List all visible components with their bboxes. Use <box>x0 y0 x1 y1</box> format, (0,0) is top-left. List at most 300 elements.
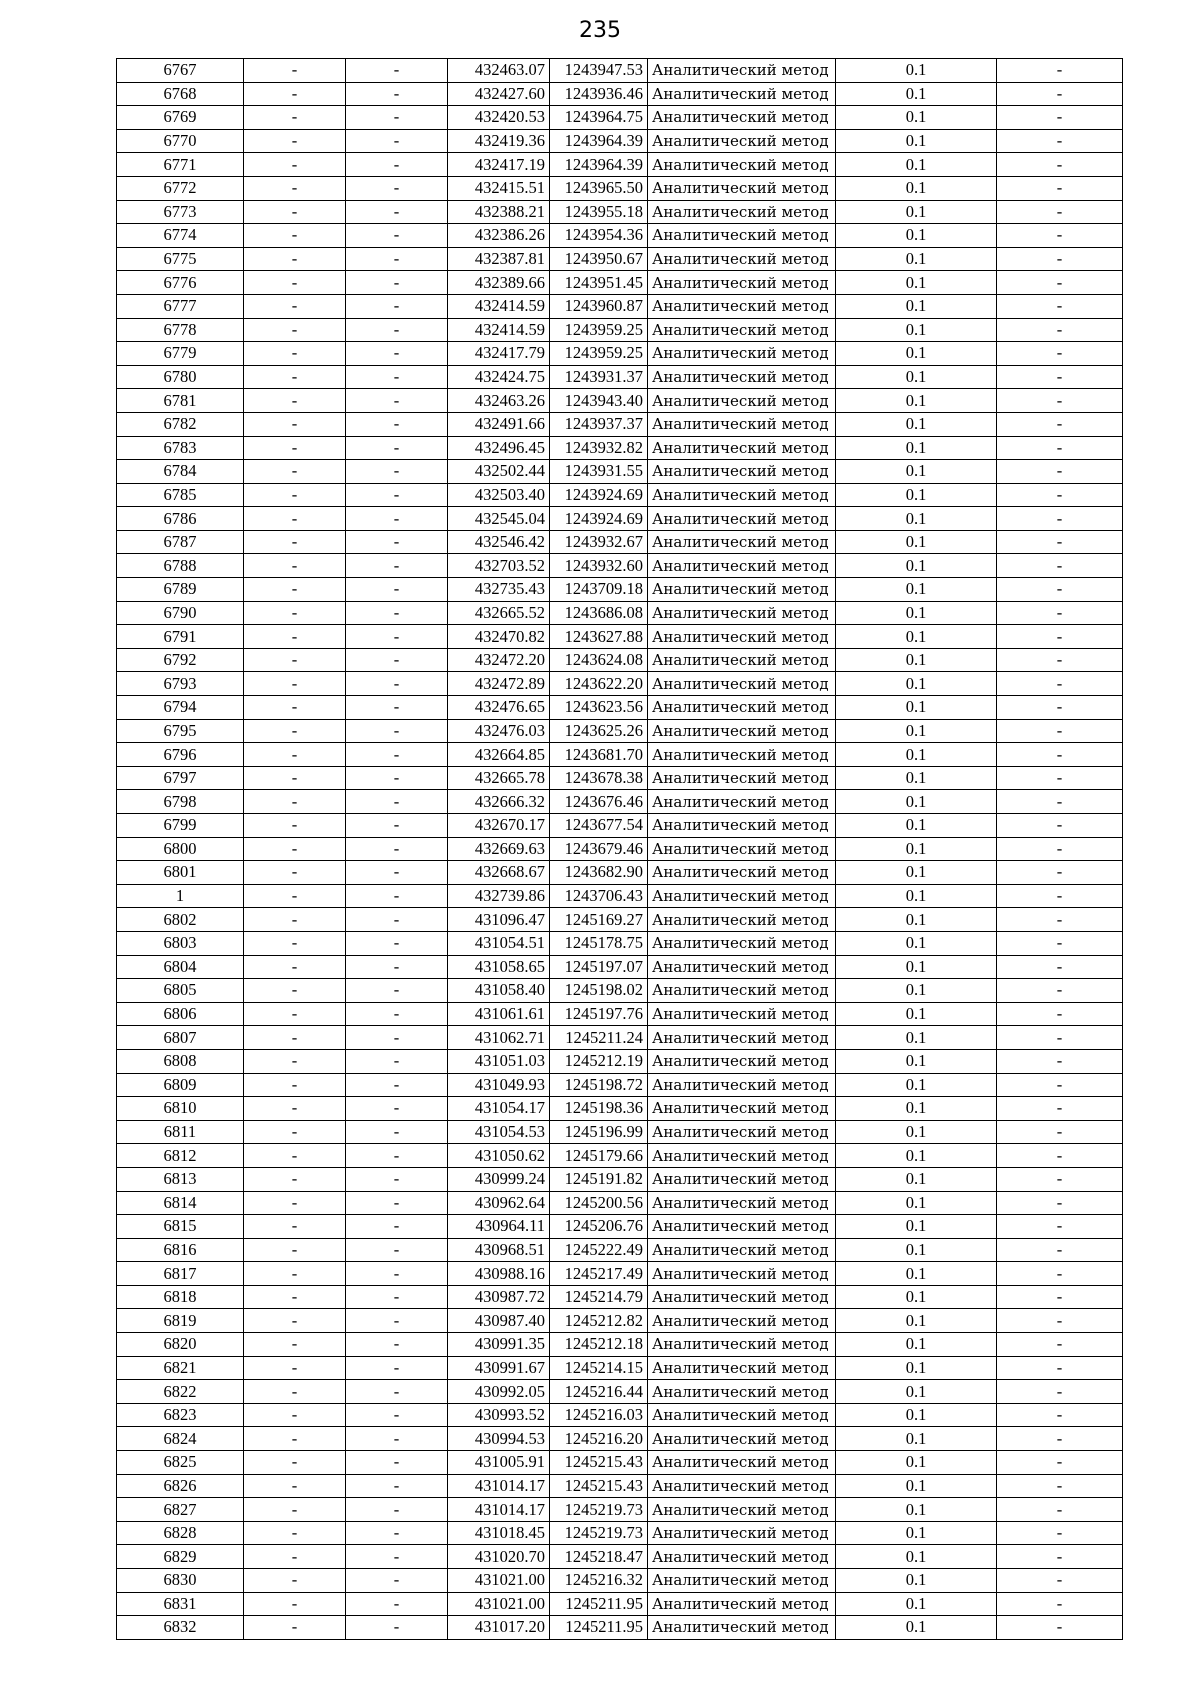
dash-cell: - <box>997 129 1123 153</box>
method-cell: Аналитический метод <box>648 1427 836 1451</box>
dash-cell: - <box>997 743 1123 767</box>
method-cell: Аналитический метод <box>648 743 836 767</box>
point-number-cell: 6818 <box>117 1285 244 1309</box>
table-row <box>117 1474 1123 1498</box>
method-cell: Аналитический метод <box>648 271 836 295</box>
dash-cell: - <box>346 342 448 366</box>
dash-cell: - <box>346 837 448 861</box>
y-coordinate-cell: 1243622.20 <box>550 672 648 696</box>
dash-cell: - <box>997 247 1123 271</box>
dash-cell: - <box>997 1545 1123 1569</box>
x-coordinate-cell: 431020.70 <box>448 1545 550 1569</box>
point-number-cell: 6778 <box>117 318 244 342</box>
dash-cell: - <box>244 861 346 885</box>
method-cell: Аналитический метод <box>648 1333 836 1357</box>
dash-cell: - <box>244 648 346 672</box>
dash-cell: - <box>244 743 346 767</box>
dash-cell: - <box>244 483 346 507</box>
dash-cell: - <box>346 1498 448 1522</box>
table-row <box>117 224 1123 248</box>
x-coordinate-cell: 432419.36 <box>448 129 550 153</box>
dash-cell: - <box>997 1002 1123 1026</box>
dash-cell: - <box>997 1616 1123 1640</box>
point-number-cell: 6769 <box>117 106 244 130</box>
method-cell: Аналитический метод <box>648 672 836 696</box>
dash-cell: - <box>346 1167 448 1191</box>
table-row <box>117 1545 1123 1569</box>
table-row <box>117 460 1123 484</box>
point-number-cell: 6771 <box>117 153 244 177</box>
method-cell: Аналитический метод <box>648 1144 836 1168</box>
dash-cell: - <box>997 82 1123 106</box>
dash-cell: - <box>346 365 448 389</box>
x-coordinate-cell: 431014.17 <box>448 1498 550 1522</box>
precision-cell: 0.1 <box>836 1238 997 1262</box>
dash-cell: - <box>997 601 1123 625</box>
point-number-cell: 6808 <box>117 1049 244 1073</box>
method-cell: Аналитический метод <box>648 814 836 838</box>
precision-cell: 0.1 <box>836 578 997 602</box>
x-coordinate-cell: 432503.40 <box>448 483 550 507</box>
dash-cell: - <box>346 436 448 460</box>
table-row <box>117 1592 1123 1616</box>
table-row <box>117 1285 1123 1309</box>
method-cell: Аналитический метод <box>648 507 836 531</box>
table-row <box>117 1356 1123 1380</box>
x-coordinate-cell: 432502.44 <box>448 460 550 484</box>
y-coordinate-cell: 1243947.53 <box>550 59 648 83</box>
dash-cell: - <box>346 530 448 554</box>
dash-cell: - <box>997 814 1123 838</box>
method-cell: Аналитический метод <box>648 294 836 318</box>
dash-cell: - <box>244 1238 346 1262</box>
y-coordinate-cell: 1245169.27 <box>550 908 648 932</box>
x-coordinate-cell: 432703.52 <box>448 554 550 578</box>
x-coordinate-cell: 432546.42 <box>448 530 550 554</box>
method-cell: Аналитический метод <box>648 1356 836 1380</box>
precision-cell: 0.1 <box>836 1380 997 1404</box>
dash-cell: - <box>346 790 448 814</box>
precision-cell: 0.1 <box>836 247 997 271</box>
table-row <box>117 1026 1123 1050</box>
dash-cell: - <box>346 601 448 625</box>
y-coordinate-cell: 1245191.82 <box>550 1167 648 1191</box>
table-row <box>117 1521 1123 1545</box>
dash-cell: - <box>346 271 448 295</box>
x-coordinate-cell: 432472.89 <box>448 672 550 696</box>
point-number-cell: 6830 <box>117 1569 244 1593</box>
point-number-cell: 6831 <box>117 1592 244 1616</box>
method-cell: Аналитический метод <box>648 1498 836 1522</box>
table-row <box>117 625 1123 649</box>
precision-cell: 0.1 <box>836 814 997 838</box>
dash-cell: - <box>244 837 346 861</box>
dash-cell: - <box>997 790 1123 814</box>
dash-cell: - <box>346 979 448 1003</box>
dash-cell: - <box>346 1521 448 1545</box>
dash-cell: - <box>997 1097 1123 1121</box>
precision-cell: 0.1 <box>836 1498 997 1522</box>
y-coordinate-cell: 1243924.69 <box>550 483 648 507</box>
dash-cell: - <box>244 1049 346 1073</box>
dash-cell: - <box>244 672 346 696</box>
y-coordinate-cell: 1245215.43 <box>550 1474 648 1498</box>
method-cell: Аналитический метод <box>648 1215 836 1239</box>
precision-cell: 0.1 <box>836 82 997 106</box>
point-number-cell: 6800 <box>117 837 244 861</box>
precision-cell: 0.1 <box>836 389 997 413</box>
x-coordinate-cell: 432476.65 <box>448 696 550 720</box>
y-coordinate-cell: 1243679.46 <box>550 837 648 861</box>
y-coordinate-cell: 1243678.38 <box>550 766 648 790</box>
dash-cell: - <box>346 1097 448 1121</box>
y-coordinate-cell: 1245212.19 <box>550 1049 648 1073</box>
point-number-cell: 6799 <box>117 814 244 838</box>
method-cell: Аналитический метод <box>648 578 836 602</box>
dash-cell: - <box>997 1285 1123 1309</box>
table-row <box>117 247 1123 271</box>
dash-cell: - <box>244 1380 346 1404</box>
method-cell: Аналитический метод <box>648 200 836 224</box>
point-number-cell: 6809 <box>117 1073 244 1097</box>
x-coordinate-cell: 430991.35 <box>448 1333 550 1357</box>
point-number-cell: 6815 <box>117 1215 244 1239</box>
dash-cell: - <box>244 1545 346 1569</box>
x-coordinate-cell: 431054.53 <box>448 1120 550 1144</box>
table-row <box>117 837 1123 861</box>
precision-cell: 0.1 <box>836 412 997 436</box>
point-number-cell: 6794 <box>117 696 244 720</box>
method-cell: Аналитический метод <box>648 106 836 130</box>
y-coordinate-cell: 1245212.82 <box>550 1309 648 1333</box>
dash-cell: - <box>997 436 1123 460</box>
point-number-cell: 6775 <box>117 247 244 271</box>
x-coordinate-cell: 431050.62 <box>448 1144 550 1168</box>
x-coordinate-cell: 431017.20 <box>448 1616 550 1640</box>
y-coordinate-cell: 1245219.73 <box>550 1521 648 1545</box>
method-cell: Аналитический метод <box>648 1309 836 1333</box>
y-coordinate-cell: 1243951.45 <box>550 271 648 295</box>
x-coordinate-cell: 432420.53 <box>448 106 550 130</box>
precision-cell: 0.1 <box>836 908 997 932</box>
table-row <box>117 365 1123 389</box>
dash-cell: - <box>997 1144 1123 1168</box>
method-cell: Аналитический метод <box>648 1592 836 1616</box>
precision-cell: 0.1 <box>836 59 997 83</box>
dash-cell: - <box>346 1262 448 1286</box>
dash-cell: - <box>346 82 448 106</box>
y-coordinate-cell: 1245198.02 <box>550 979 648 1003</box>
y-coordinate-cell: 1245218.47 <box>550 1545 648 1569</box>
precision-cell: 0.1 <box>836 1262 997 1286</box>
dash-cell: - <box>997 153 1123 177</box>
dash-cell: - <box>244 1285 346 1309</box>
dash-cell: - <box>244 1167 346 1191</box>
method-cell: Аналитический метод <box>648 554 836 578</box>
point-number-cell: 6770 <box>117 129 244 153</box>
x-coordinate-cell: 430964.11 <box>448 1215 550 1239</box>
dash-cell: - <box>346 224 448 248</box>
table-row <box>117 554 1123 578</box>
dash-cell: - <box>997 1356 1123 1380</box>
precision-cell: 0.1 <box>836 1451 997 1475</box>
dash-cell: - <box>997 530 1123 554</box>
dash-cell: - <box>244 625 346 649</box>
precision-cell: 0.1 <box>836 672 997 696</box>
x-coordinate-cell: 432739.86 <box>448 884 550 908</box>
y-coordinate-cell: 1245216.32 <box>550 1569 648 1593</box>
y-coordinate-cell: 1245196.99 <box>550 1120 648 1144</box>
dash-cell: - <box>346 318 448 342</box>
dash-cell: - <box>244 106 346 130</box>
y-coordinate-cell: 1243625.26 <box>550 719 648 743</box>
y-coordinate-cell: 1243954.36 <box>550 224 648 248</box>
point-number-cell: 6793 <box>117 672 244 696</box>
point-number-cell: 6810 <box>117 1097 244 1121</box>
table-row <box>117 342 1123 366</box>
precision-cell: 0.1 <box>836 224 997 248</box>
y-coordinate-cell: 1243686.08 <box>550 601 648 625</box>
point-number-cell: 6827 <box>117 1498 244 1522</box>
method-cell: Аналитический метод <box>648 979 836 1003</box>
dash-cell: - <box>346 578 448 602</box>
x-coordinate-cell: 432463.26 <box>448 389 550 413</box>
dash-cell: - <box>997 271 1123 295</box>
dash-cell: - <box>997 1026 1123 1050</box>
table-row <box>117 294 1123 318</box>
dash-cell: - <box>997 1191 1123 1215</box>
point-number-cell: 6822 <box>117 1380 244 1404</box>
dash-cell: - <box>346 1191 448 1215</box>
y-coordinate-cell: 1243709.18 <box>550 578 648 602</box>
x-coordinate-cell: 430991.67 <box>448 1356 550 1380</box>
dash-cell: - <box>997 1238 1123 1262</box>
point-number-cell: 6790 <box>117 601 244 625</box>
dash-cell: - <box>244 200 346 224</box>
dash-cell: - <box>244 436 346 460</box>
point-number-cell: 6807 <box>117 1026 244 1050</box>
point-number-cell: 6785 <box>117 483 244 507</box>
dash-cell: - <box>244 294 346 318</box>
dash-cell: - <box>346 176 448 200</box>
dash-cell: - <box>346 884 448 908</box>
dash-cell: - <box>997 955 1123 979</box>
method-cell: Аналитический метод <box>648 648 836 672</box>
method-cell: Аналитический метод <box>648 1545 836 1569</box>
dash-cell: - <box>346 483 448 507</box>
dash-cell: - <box>997 1427 1123 1451</box>
y-coordinate-cell: 1243955.18 <box>550 200 648 224</box>
dash-cell: - <box>997 1403 1123 1427</box>
x-coordinate-cell: 430987.72 <box>448 1285 550 1309</box>
dash-cell: - <box>244 365 346 389</box>
method-cell: Аналитический метод <box>648 318 836 342</box>
table-row <box>117 1262 1123 1286</box>
table-row <box>117 129 1123 153</box>
dash-cell: - <box>997 884 1123 908</box>
y-coordinate-cell: 1243924.69 <box>550 507 648 531</box>
table-row <box>117 979 1123 1003</box>
x-coordinate-cell: 432476.03 <box>448 719 550 743</box>
point-number-cell: 6776 <box>117 271 244 295</box>
point-number-cell: 6767 <box>117 59 244 83</box>
y-coordinate-cell: 1243959.25 <box>550 342 648 366</box>
y-coordinate-cell: 1243682.90 <box>550 861 648 885</box>
point-number-cell: 6820 <box>117 1333 244 1357</box>
table-row <box>117 884 1123 908</box>
dash-cell: - <box>244 1356 346 1380</box>
x-coordinate-cell: 432427.60 <box>448 82 550 106</box>
table-row <box>117 1097 1123 1121</box>
precision-cell: 0.1 <box>836 1427 997 1451</box>
method-cell: Аналитический метод <box>648 861 836 885</box>
dash-cell: - <box>346 1026 448 1050</box>
y-coordinate-cell: 1243964.39 <box>550 153 648 177</box>
x-coordinate-cell: 431021.00 <box>448 1569 550 1593</box>
method-cell: Аналитический метод <box>648 342 836 366</box>
y-coordinate-cell: 1243960.87 <box>550 294 648 318</box>
method-cell: Аналитический метод <box>648 1238 836 1262</box>
dash-cell: - <box>997 342 1123 366</box>
precision-cell: 0.1 <box>836 1521 997 1545</box>
point-number-cell: 6798 <box>117 790 244 814</box>
x-coordinate-cell: 432472.20 <box>448 648 550 672</box>
precision-cell: 0.1 <box>836 342 997 366</box>
x-coordinate-cell: 431054.51 <box>448 931 550 955</box>
dash-cell: - <box>244 1451 346 1475</box>
x-coordinate-cell: 432415.51 <box>448 176 550 200</box>
x-coordinate-cell: 431058.40 <box>448 979 550 1003</box>
dash-cell: - <box>346 625 448 649</box>
x-coordinate-cell: 430988.16 <box>448 1262 550 1286</box>
precision-cell: 0.1 <box>836 271 997 295</box>
dash-cell: - <box>244 1592 346 1616</box>
method-cell: Аналитический метод <box>648 1521 836 1545</box>
dash-cell: - <box>244 1616 346 1640</box>
dash-cell: - <box>244 979 346 1003</box>
dash-cell: - <box>346 129 448 153</box>
method-cell: Аналитический метод <box>648 365 836 389</box>
dash-cell: - <box>244 1026 346 1050</box>
dash-cell: - <box>346 1451 448 1475</box>
dash-cell: - <box>997 483 1123 507</box>
x-coordinate-cell: 431096.47 <box>448 908 550 932</box>
table-row <box>117 1451 1123 1475</box>
dash-cell: - <box>346 153 448 177</box>
dash-cell: - <box>244 412 346 436</box>
precision-cell: 0.1 <box>836 1120 997 1144</box>
x-coordinate-cell: 432665.52 <box>448 601 550 625</box>
y-coordinate-cell: 1245219.73 <box>550 1498 648 1522</box>
x-coordinate-cell: 431005.91 <box>448 1451 550 1475</box>
y-coordinate-cell: 1245211.95 <box>550 1592 648 1616</box>
dash-cell: - <box>997 224 1123 248</box>
dash-cell: - <box>244 1262 346 1286</box>
dash-cell: - <box>244 719 346 743</box>
point-number-cell: 6774 <box>117 224 244 248</box>
dash-cell: - <box>997 1167 1123 1191</box>
dash-cell: - <box>244 460 346 484</box>
x-coordinate-cell: 432545.04 <box>448 507 550 531</box>
method-cell: Аналитический метод <box>648 837 836 861</box>
table-row <box>117 1049 1123 1073</box>
dash-cell: - <box>346 247 448 271</box>
point-number-cell: 6812 <box>117 1144 244 1168</box>
table-row <box>117 743 1123 767</box>
method-cell: Аналитический метод <box>648 908 836 932</box>
x-coordinate-cell: 432665.78 <box>448 766 550 790</box>
table-body <box>117 59 1123 1640</box>
table-row <box>117 1569 1123 1593</box>
point-number-cell: 6814 <box>117 1191 244 1215</box>
precision-cell: 0.1 <box>836 1333 997 1357</box>
dash-cell: - <box>997 200 1123 224</box>
precision-cell: 0.1 <box>836 1191 997 1215</box>
dash-cell: - <box>997 1521 1123 1545</box>
dash-cell: - <box>244 507 346 531</box>
dash-cell: - <box>244 153 346 177</box>
dash-cell: - <box>346 1049 448 1073</box>
precision-cell: 0.1 <box>836 318 997 342</box>
dash-cell: - <box>244 530 346 554</box>
dash-cell: - <box>997 412 1123 436</box>
precision-cell: 0.1 <box>836 1474 997 1498</box>
precision-cell: 0.1 <box>836 1167 997 1191</box>
table-row <box>117 1498 1123 1522</box>
y-coordinate-cell: 1245222.49 <box>550 1238 648 1262</box>
page-number: 235 <box>579 18 621 43</box>
table-row <box>117 1616 1123 1640</box>
x-coordinate-cell: 430993.52 <box>448 1403 550 1427</box>
method-cell: Аналитический метод <box>648 436 836 460</box>
y-coordinate-cell: 1243936.46 <box>550 82 648 106</box>
dash-cell: - <box>997 1333 1123 1357</box>
x-coordinate-cell: 432387.81 <box>448 247 550 271</box>
y-coordinate-cell: 1245211.95 <box>550 1616 648 1640</box>
dash-cell: - <box>346 460 448 484</box>
point-number-cell: 6813 <box>117 1167 244 1191</box>
precision-cell: 0.1 <box>836 530 997 554</box>
y-coordinate-cell: 1243624.08 <box>550 648 648 672</box>
table-row <box>117 1380 1123 1404</box>
x-coordinate-cell: 431061.61 <box>448 1002 550 1026</box>
point-number-cell: 6801 <box>117 861 244 885</box>
table-row <box>117 1427 1123 1451</box>
point-number-cell: 6803 <box>117 931 244 955</box>
method-cell: Аналитический метод <box>648 129 836 153</box>
precision-cell: 0.1 <box>836 365 997 389</box>
x-coordinate-cell: 432414.59 <box>448 294 550 318</box>
method-cell: Аналитический метод <box>648 1451 836 1475</box>
method-cell: Аналитический метод <box>648 530 836 554</box>
x-coordinate-cell: 430992.05 <box>448 1380 550 1404</box>
x-coordinate-cell: 431014.17 <box>448 1474 550 1498</box>
table-row <box>117 412 1123 436</box>
point-number-cell: 6788 <box>117 554 244 578</box>
method-cell: Аналитический метод <box>648 176 836 200</box>
dash-cell: - <box>346 1238 448 1262</box>
x-coordinate-cell: 432388.21 <box>448 200 550 224</box>
method-cell: Аналитический метод <box>648 1191 836 1215</box>
x-coordinate-cell: 431062.71 <box>448 1026 550 1050</box>
table-row <box>117 1167 1123 1191</box>
dash-cell: - <box>346 955 448 979</box>
dash-cell: - <box>244 342 346 366</box>
dash-cell: - <box>244 1498 346 1522</box>
dash-cell: - <box>346 1592 448 1616</box>
x-coordinate-cell: 431058.65 <box>448 955 550 979</box>
dash-cell: - <box>997 1262 1123 1286</box>
